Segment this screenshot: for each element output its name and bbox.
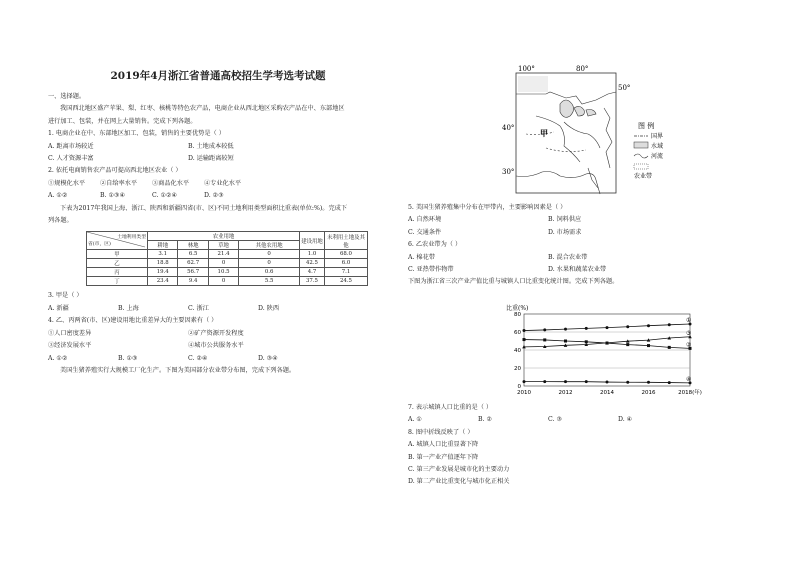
legend-item: 水域 bbox=[651, 143, 664, 150]
table-corner-header bbox=[87, 232, 148, 250]
y-tick-label: 0 bbox=[517, 384, 521, 390]
question-4-items-2 bbox=[48, 340, 388, 352]
item-4: ④专业化水平 bbox=[204, 179, 242, 187]
question-8: 8. 图中折线反映了（ ） bbox=[408, 428, 474, 436]
cell: 0 bbox=[208, 259, 238, 268]
question-4-items bbox=[48, 328, 388, 340]
cell: 0 bbox=[208, 277, 238, 286]
question-6: 6. 乙农业带为（ ） bbox=[408, 241, 462, 249]
question-1-options bbox=[48, 141, 388, 153]
lat-label-30: 30° bbox=[502, 168, 515, 176]
item-1: ①规模化水平 bbox=[48, 179, 86, 187]
question-3: 3. 甲是（ ） bbox=[48, 292, 83, 300]
table-row bbox=[87, 277, 368, 286]
cell: 10.5 bbox=[208, 268, 238, 277]
question-2-options bbox=[48, 190, 388, 202]
data-point bbox=[668, 323, 671, 326]
cell: 37.5 bbox=[300, 277, 325, 286]
data-point bbox=[523, 338, 526, 341]
option-b[interactable]: B. ①③ bbox=[118, 354, 138, 362]
sub-header: 耕地 bbox=[148, 241, 178, 250]
option-c[interactable]: C. 交通条件 bbox=[408, 228, 442, 236]
x-tick-label: 2016 bbox=[641, 390, 656, 396]
diag-top-label: 土地利用类型 bbox=[117, 234, 146, 240]
group-header: 农业用地 bbox=[148, 232, 300, 241]
cell: 4.7 bbox=[300, 268, 325, 277]
legend-water-icon bbox=[634, 142, 648, 148]
option-c[interactable]: C. ①②④ bbox=[152, 192, 178, 200]
series-label: ④ bbox=[686, 375, 692, 383]
option-a[interactable]: A. 新疆 bbox=[48, 304, 69, 312]
y-tick-label: 20 bbox=[514, 366, 521, 372]
cell: 5.5 bbox=[239, 277, 300, 286]
lat-label-40: 40° bbox=[502, 124, 515, 132]
question-5: 5. 美国生猪养殖集中分布在甲带内，主要影响因素是（ ） bbox=[408, 204, 567, 211]
industry-urban-chart bbox=[504, 304, 714, 398]
cell: 23.4 bbox=[148, 277, 178, 286]
item-3: ③商品化水平 bbox=[152, 179, 190, 187]
option-d[interactable]: D. 运输距离较短 bbox=[188, 155, 234, 163]
chart-ylabel: 比重(%) bbox=[506, 305, 529, 312]
option-b[interactable]: B. 饲料供应 bbox=[548, 216, 582, 224]
option-d[interactable]: D. ②③ bbox=[204, 192, 224, 200]
option-c[interactable]: C. ③ bbox=[548, 416, 562, 424]
table-row bbox=[87, 250, 368, 259]
option-c[interactable]: C. 亚热带作物带 bbox=[408, 266, 454, 274]
question-5-options-2 bbox=[408, 227, 768, 239]
option-a[interactable]: A. ①② bbox=[48, 354, 68, 362]
option-a[interactable]: A. ① bbox=[408, 416, 422, 424]
cell: 0 bbox=[239, 250, 300, 259]
question-7: 7. 表示城镇人口比重的是（ ） bbox=[408, 404, 493, 411]
question-2-items bbox=[48, 178, 388, 190]
x-tick-label: 2018(年) bbox=[678, 390, 702, 396]
data-point bbox=[523, 329, 526, 332]
data-point bbox=[668, 346, 671, 349]
data-point bbox=[564, 328, 567, 331]
sub-header: 草地 bbox=[208, 241, 238, 250]
cell: 6.0 bbox=[325, 259, 368, 268]
cell: 0.6 bbox=[239, 268, 300, 277]
left-column bbox=[48, 68, 388, 377]
data-point bbox=[647, 344, 650, 347]
cell: 42.5 bbox=[300, 259, 325, 268]
cell: 62.7 bbox=[178, 259, 208, 268]
question-1-options-2 bbox=[48, 153, 388, 165]
cell: 3.1 bbox=[148, 250, 178, 259]
series-label: ③ bbox=[686, 329, 692, 337]
option-d[interactable]: D. ④ bbox=[618, 416, 633, 424]
data-point bbox=[585, 327, 588, 330]
cell: 18.8 bbox=[148, 259, 178, 268]
region-label-jia: 甲 bbox=[540, 129, 548, 138]
legend-item: 国界 bbox=[651, 133, 664, 140]
lon-label-100: 100° bbox=[518, 65, 535, 73]
data-point bbox=[668, 381, 671, 384]
cell: 68.0 bbox=[325, 250, 368, 259]
data-point bbox=[626, 325, 629, 328]
option-c[interactable]: C. 浙江 bbox=[188, 304, 209, 312]
item-4: ④城市公共服务水平 bbox=[188, 342, 244, 350]
legend-title: 图 例 bbox=[638, 122, 655, 130]
questions-5-6 bbox=[408, 202, 768, 289]
item-2: ②矿产资源开发程度 bbox=[188, 329, 244, 337]
option-a[interactable]: A. 自然环境 bbox=[408, 216, 442, 224]
lon-label-80: 80° bbox=[576, 65, 589, 73]
option-a[interactable]: A. 城镇人口比重显著下降 bbox=[408, 441, 479, 449]
question-2: 2. 依托电商销售农产品可提高西北地区农业（ ） bbox=[48, 167, 182, 175]
series-label: ② bbox=[686, 341, 692, 349]
cell: 19.4 bbox=[148, 268, 178, 277]
option-b[interactable]: B. 第一产业产值逐年下降 bbox=[408, 453, 479, 461]
option-a[interactable]: A. ①② bbox=[48, 192, 68, 200]
table-row bbox=[87, 268, 368, 277]
data-point bbox=[543, 328, 546, 331]
data-point bbox=[564, 340, 567, 343]
us-agriculture-map bbox=[502, 64, 712, 196]
option-c[interactable]: C. 人才资源丰富 bbox=[48, 155, 94, 163]
cell: 21.4 bbox=[208, 250, 238, 259]
data-point bbox=[585, 380, 588, 383]
question-5-options bbox=[408, 214, 768, 226]
option-c[interactable]: C. ②④ bbox=[188, 354, 208, 362]
item-3: ③经济发展水平 bbox=[48, 342, 92, 350]
cell: 7.1 bbox=[325, 268, 368, 277]
option-a[interactable]: A. 距离市场较近 bbox=[48, 142, 94, 150]
y-tick-label: 60 bbox=[514, 330, 521, 336]
cell: 24.5 bbox=[325, 277, 368, 286]
x-tick-label: 2010 bbox=[517, 390, 531, 396]
item-2: ②自给率水平 bbox=[100, 179, 138, 187]
data-point bbox=[564, 380, 567, 383]
agri-belt-shading bbox=[518, 76, 548, 92]
question-7-options bbox=[408, 414, 768, 426]
chart-series bbox=[522, 317, 692, 384]
passage-4: 下图为浙江省三次产业产值比重与城镇人口比重变化统计图。完成下列各题。 bbox=[408, 278, 619, 286]
data-point bbox=[626, 381, 629, 384]
option-b[interactable]: B. 土地成本较低 bbox=[188, 142, 234, 150]
cell: 6.5 bbox=[178, 250, 208, 259]
diag-bottom-label: 省(市，区) bbox=[88, 241, 111, 247]
sub-header: 林地 bbox=[178, 241, 208, 250]
legend-item: 农业带 bbox=[634, 173, 653, 180]
legend-item: 河流 bbox=[651, 153, 664, 160]
row-name: 丙 bbox=[87, 268, 148, 277]
section-heading: 一、选择题。 bbox=[48, 93, 86, 100]
passage-1-line-2: 进行加工、包装，并在网上大量销售。完成下列各题。 bbox=[48, 117, 197, 125]
data-point bbox=[626, 343, 629, 346]
cell: 0 bbox=[239, 259, 300, 268]
question-3-options bbox=[48, 303, 388, 315]
data-point bbox=[543, 338, 546, 341]
passage-2-line-1: 下表为2017年我国上海、浙江、陕西和新疆四省(市、区)不同土地利用类型面积比重表(单位:%)。完成下 bbox=[60, 204, 348, 212]
y-tick-label: 40 bbox=[514, 348, 521, 354]
legend-belt-icon bbox=[634, 164, 648, 169]
row-name: 乙 bbox=[87, 259, 148, 268]
data-point bbox=[523, 380, 526, 383]
passage-2-line-2: 列各题。 bbox=[48, 217, 73, 225]
lat-label-50: 50° bbox=[618, 84, 631, 92]
land-use-table bbox=[86, 231, 368, 286]
page-title: 2019年4月浙江省普通高校招生学考选考试题 bbox=[110, 70, 326, 82]
option-b[interactable]: B. ② bbox=[478, 416, 493, 424]
question-1: 1. 电商企业在中、东部地区加工、包装，销售的主要优势是（ ） bbox=[48, 130, 225, 138]
option-b[interactable]: B. 上海 bbox=[118, 304, 139, 312]
option-d[interactable]: D. 水果和蔬菜农业带 bbox=[548, 266, 607, 274]
data-point bbox=[606, 381, 609, 384]
series-label: ① bbox=[686, 316, 692, 324]
question-4-options bbox=[48, 353, 388, 365]
diagonal-line bbox=[87, 232, 145, 247]
data-point bbox=[647, 381, 650, 384]
option-d[interactable]: D. 陕西 bbox=[258, 304, 280, 312]
data-point bbox=[647, 324, 650, 327]
cell: 56.7 bbox=[178, 268, 208, 277]
sub-header: 其他农用地 bbox=[239, 241, 300, 250]
question-6-options bbox=[408, 252, 768, 264]
passage-1-line-1: 我国西北地区盛产苹果、梨、红枣、核桃等特色农产品，电商企业从西北地区采购农产品在中、东部地区 bbox=[60, 105, 345, 113]
questions-7-8 bbox=[408, 402, 768, 489]
option-c[interactable]: C. 第三产业发展是城市化的主要动力 bbox=[408, 466, 510, 474]
x-tick-label: 2014 bbox=[600, 390, 614, 396]
row-name: 甲 bbox=[87, 250, 148, 259]
x-tick-label: 2012 bbox=[558, 390, 573, 396]
option-a[interactable]: A. 棉花带 bbox=[408, 253, 435, 261]
table-row bbox=[87, 259, 368, 268]
option-d[interactable]: D. 第二产业比重变化与城市化正相关 bbox=[408, 478, 510, 486]
cell: 9.4 bbox=[178, 277, 208, 286]
question-6-options-2 bbox=[408, 264, 768, 276]
option-d[interactable]: D. ③④ bbox=[258, 354, 278, 362]
cell: 1.0 bbox=[300, 250, 325, 259]
row-name: 丁 bbox=[87, 277, 148, 286]
question-4: 4. 乙、丙两省(市、区)建设用地比重差异大的主要因素有（ ） bbox=[48, 317, 218, 325]
passage-3: 美国生猪养殖实行大规模工厂化生产。下图为美国部分农业带分布图，完成下列各题。 bbox=[60, 366, 296, 374]
option-d[interactable]: D. 市场需求 bbox=[548, 228, 582, 236]
option-b[interactable]: B. 混合农业带 bbox=[548, 253, 588, 261]
col-unused: 未利用土地及其他 bbox=[325, 232, 368, 250]
item-1: ①人口密度差异 bbox=[48, 329, 92, 337]
col-build: 建设用地 bbox=[300, 232, 325, 250]
data-point bbox=[606, 326, 609, 329]
data-point bbox=[543, 380, 546, 383]
option-b[interactable]: B. ①③④ bbox=[100, 192, 126, 200]
y-tick-label: 80 bbox=[514, 312, 521, 318]
